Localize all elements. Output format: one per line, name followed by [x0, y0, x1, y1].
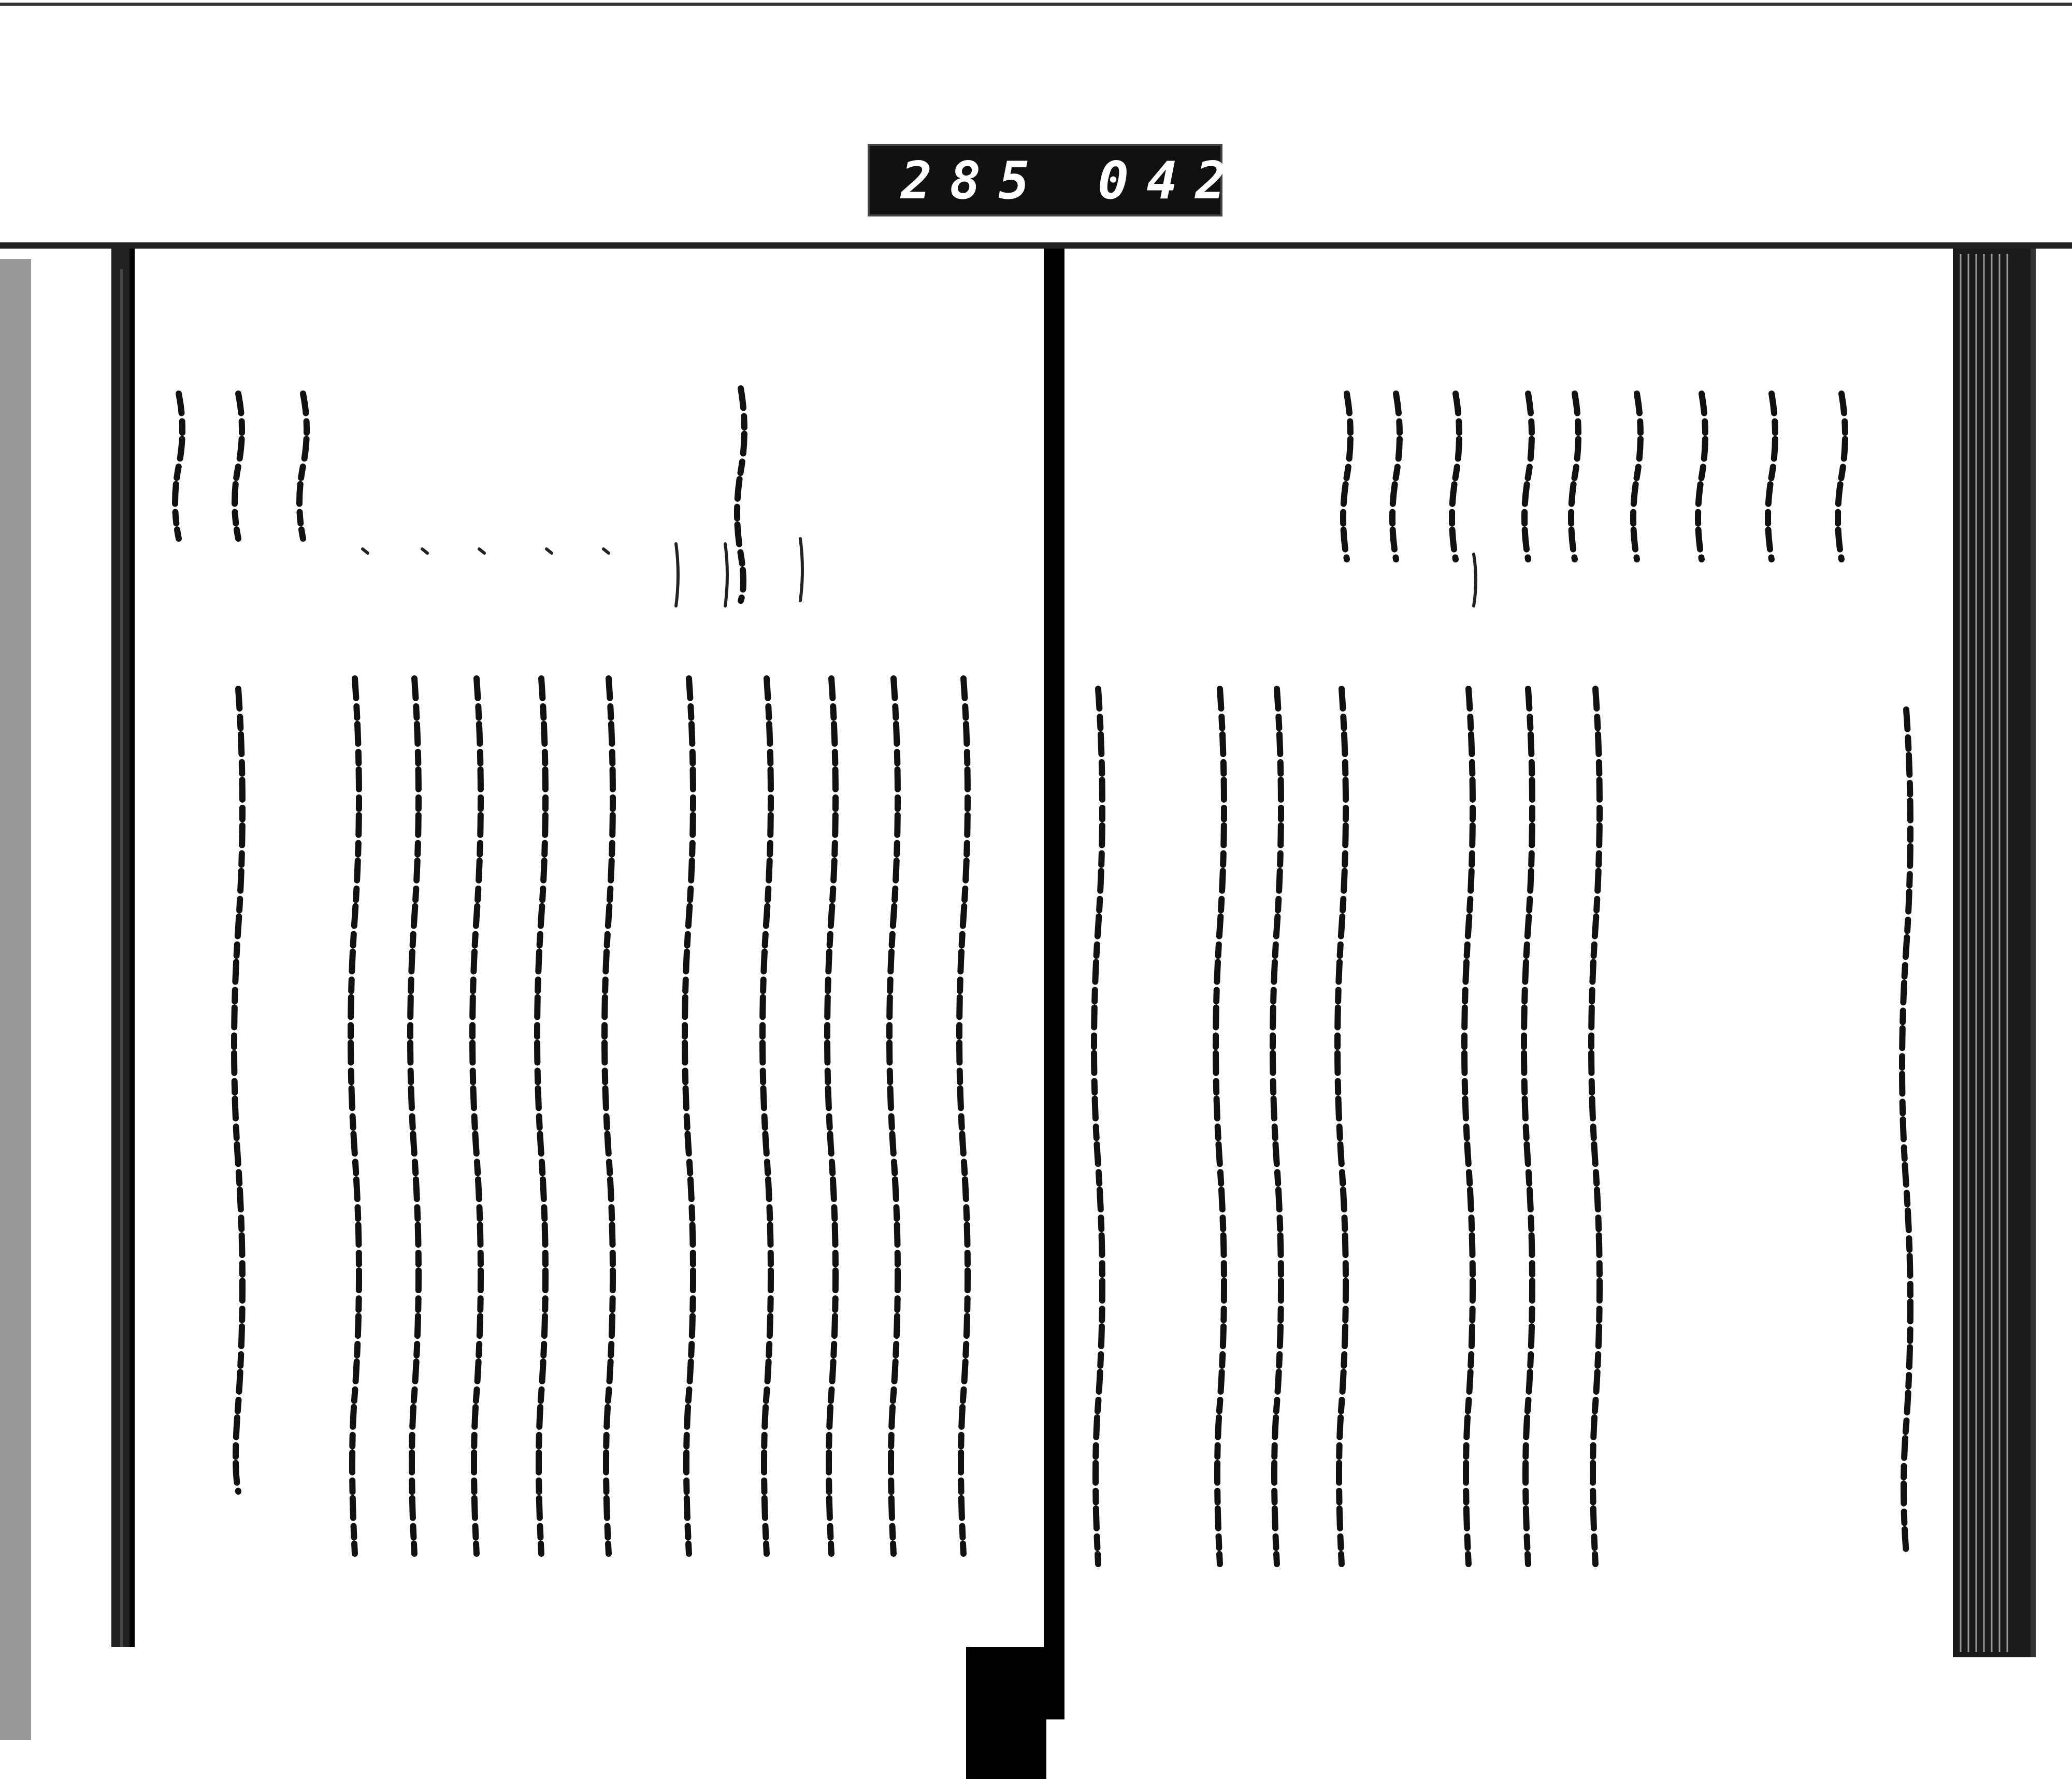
reel-number: 285: [901, 150, 1047, 211]
frame-counter: [868, 144, 1293, 216]
left-page: [0, 249, 1044, 1740]
right-page: [1064, 249, 2036, 1657]
frame-number: 042.: [1098, 150, 1293, 211]
